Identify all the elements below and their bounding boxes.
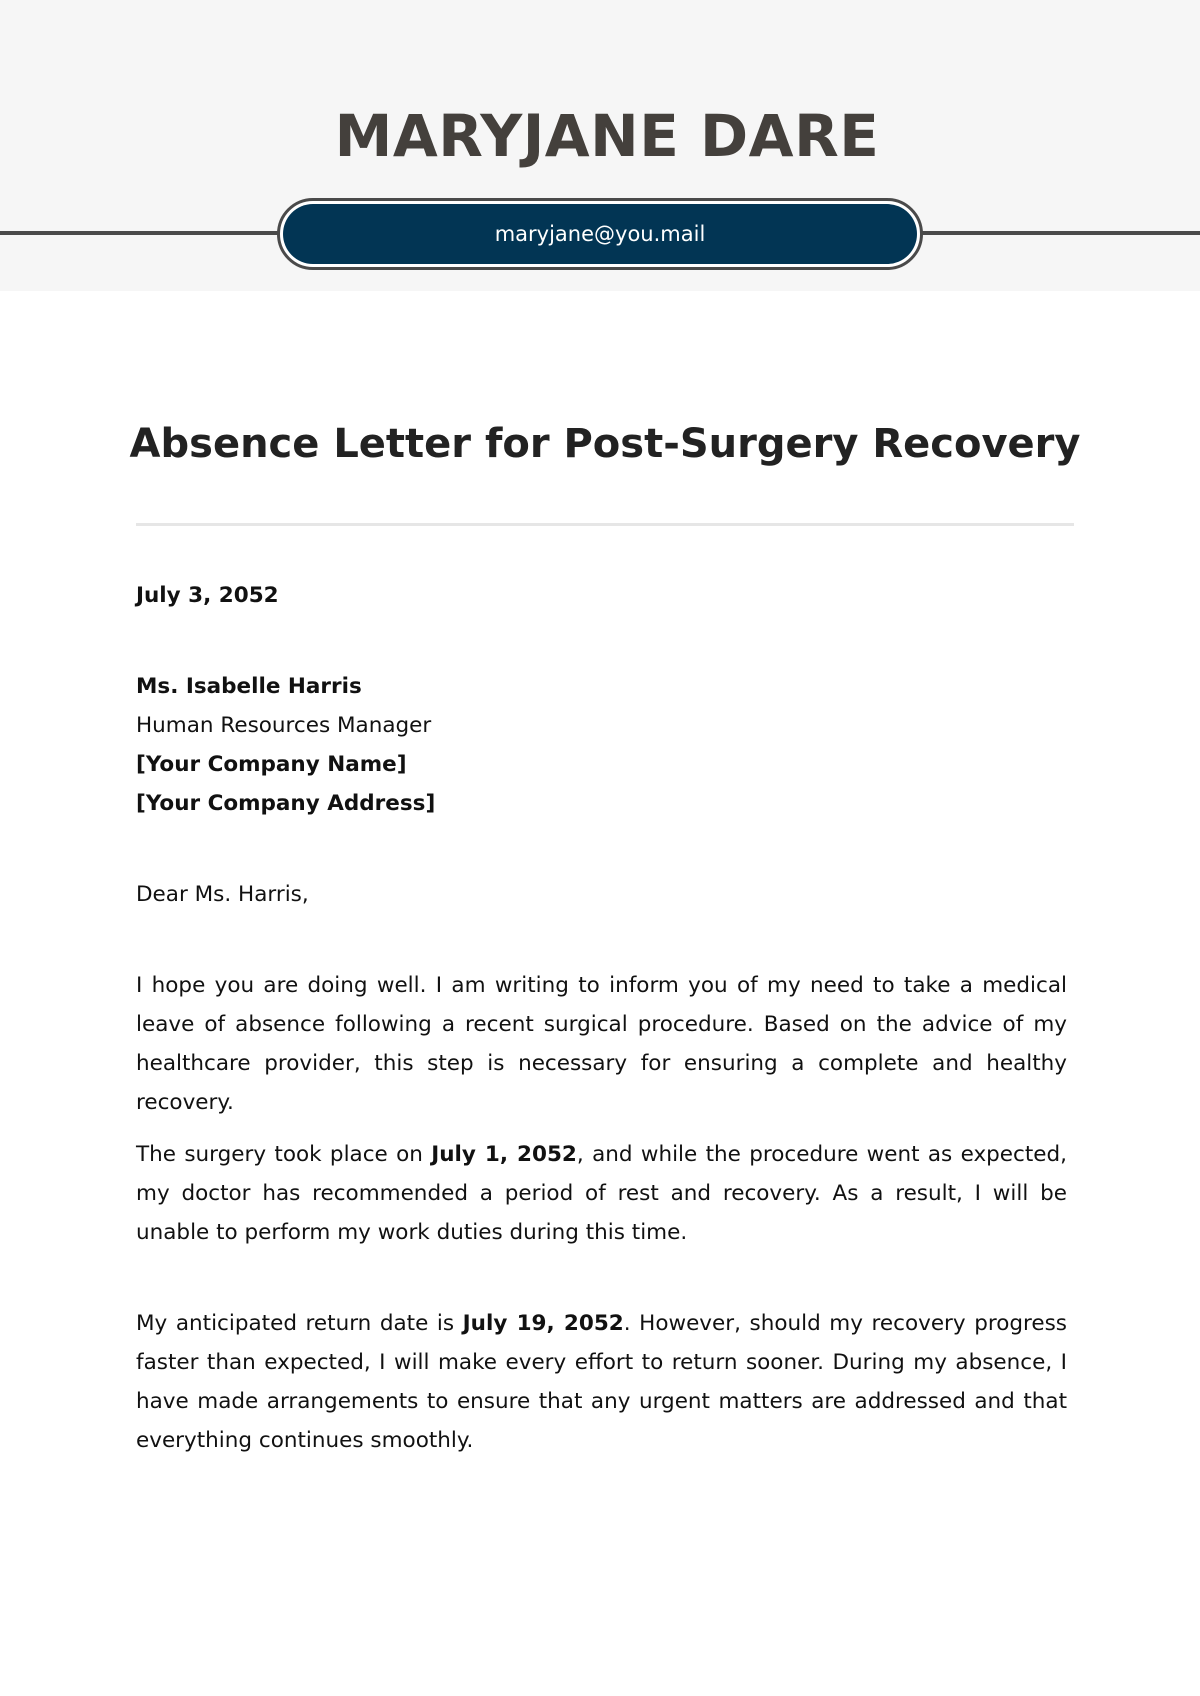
recipient-name: Ms. Isabelle Harris bbox=[136, 674, 362, 699]
paragraph-3 bbox=[136, 1304, 1067, 1460]
sender-name: MARYJANE DARE bbox=[334, 102, 880, 170]
surgery-date: July 1, 2052 bbox=[431, 1142, 577, 1167]
recipient-company: [Your Company Name] bbox=[136, 752, 407, 777]
recipient-position: Human Resources Manager bbox=[136, 713, 432, 738]
paragraph-3-text-end: . However, should my recovery progress faster than expected, I will make every effort to return sooner. During my absence, I have made arrangements to ensure that any urgent matters are addressed and that everything continues smoothly. bbox=[136, 1311, 1068, 1453]
paragraph-1: I hope you are doing well. I am writing to inform you of my need to take a medical leave of absence following a recent surgical procedure. Based on the advice of my healthcare provider, this step is necessary for ensuring a complete and healthy recovery. bbox=[136, 973, 1067, 1115]
header-rule-right bbox=[920, 231, 1200, 235]
paragraph-2 bbox=[136, 1135, 1067, 1252]
email-badge bbox=[277, 198, 923, 270]
letter-date: July 3, 2052 bbox=[136, 583, 279, 608]
paragraph-2-text: The surgery took place on bbox=[136, 1142, 432, 1167]
header-rule-left bbox=[0, 231, 280, 235]
paragraph-2-text-end: , and while the procedure went as expected, my doctor has recommended a period of rest and recovery. As a result, I will be unable to perform my work duties during this time. bbox=[136, 1142, 1067, 1245]
sender-email[interactable]: maryjane@you.mail bbox=[283, 204, 917, 264]
paragraph-3-text: My anticipated return date is bbox=[136, 1311, 463, 1336]
recipient-address: [Your Company Address] bbox=[136, 791, 436, 816]
return-date: July 19, 2052 bbox=[462, 1311, 624, 1336]
letter-title: Absence Letter for Post-Surgery Recovery bbox=[129, 421, 1081, 467]
salutation: Dear Ms. Harris, bbox=[136, 882, 309, 907]
title-divider bbox=[136, 523, 1074, 526]
